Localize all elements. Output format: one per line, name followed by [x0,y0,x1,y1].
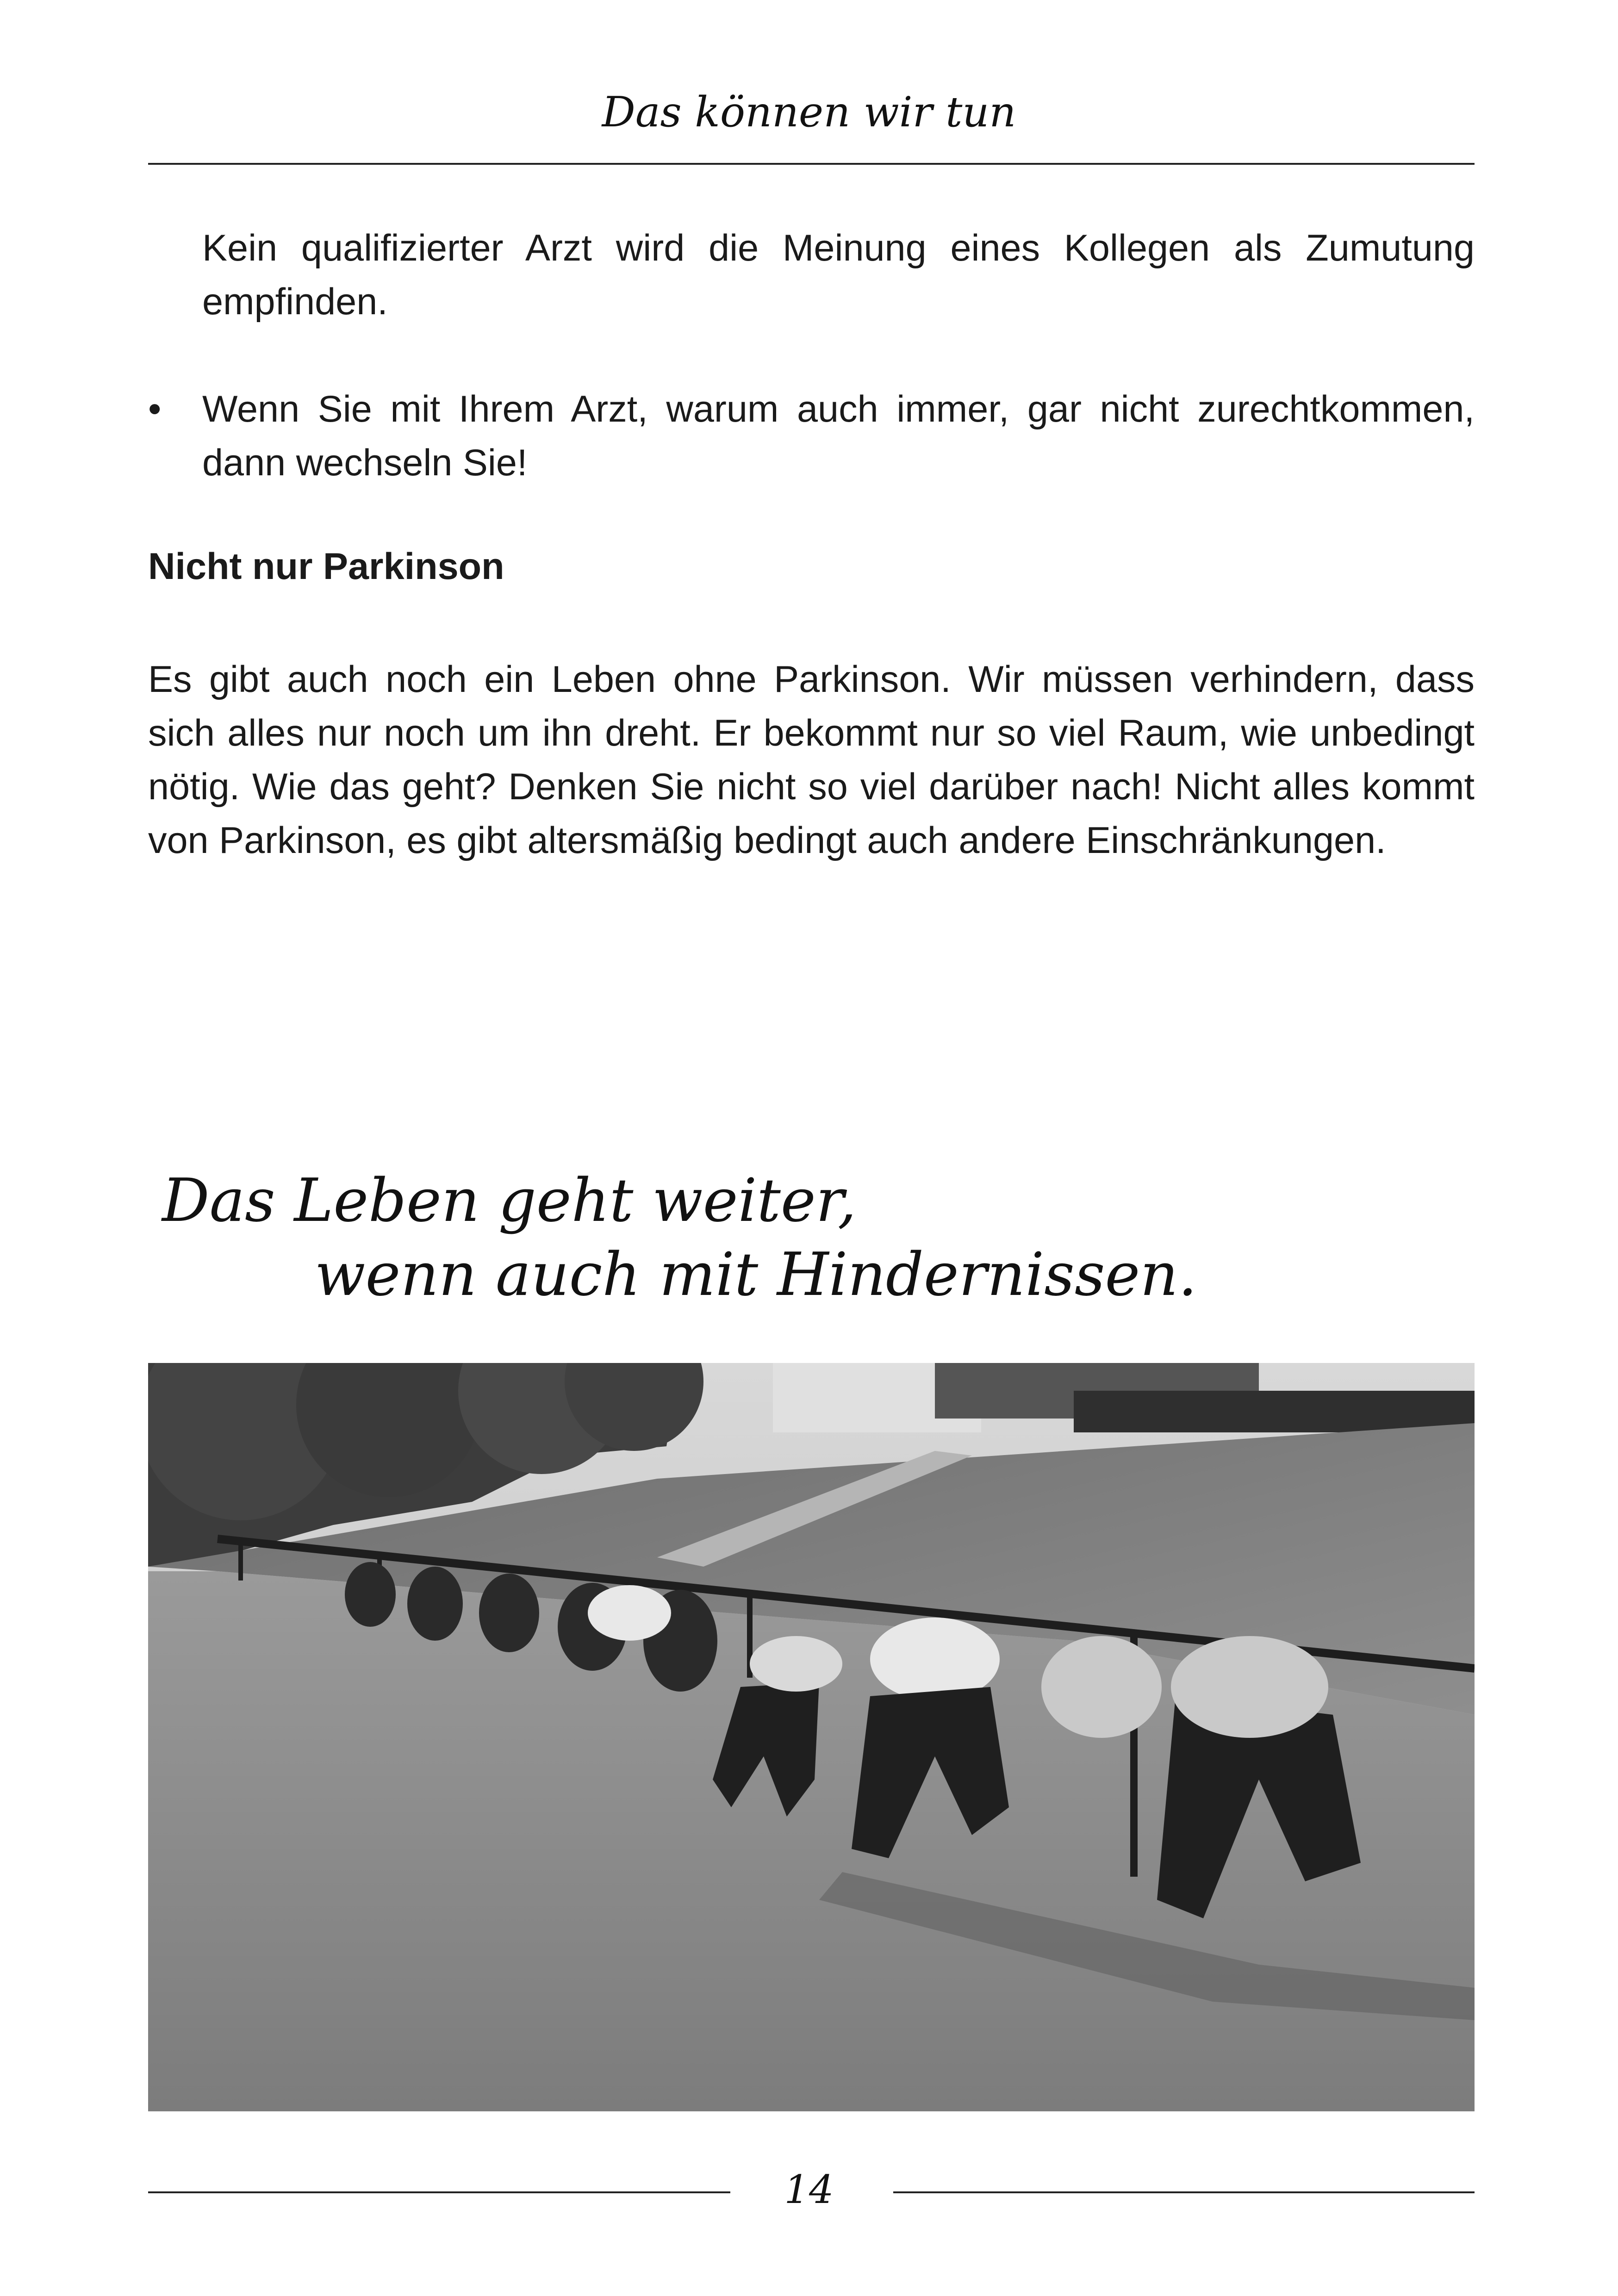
section-heading: Nicht nur Parkinson [148,546,504,587]
quote-line-2: wenn auch mit Hindernissen. [315,1240,1197,1309]
header-rule [148,163,1475,165]
paragraph-continued: Kein qualifizierter Arzt wird die Meinung eines Kollegen als Zumutung empfinden. [202,227,1475,323]
footer-rule-right [893,2191,1475,2193]
photo-group-exercise [148,1363,1475,2111]
footer-rule-left [148,2191,730,2193]
running-header-title: Das können wir tun [602,88,1016,137]
bullet-symbol: • [148,388,162,430]
bullet-item-text: Wenn Sie mit Ihrem Arzt, warum auch immer, gar nicht zurechtkommen, dann wechseln Sie! [202,388,1475,484]
quote-line-1: Das Leben geht weiter, [162,1166,857,1235]
page-number: 14 [784,2167,834,2212]
section-paragraph: Es gibt auch noch ein Leben ohne Parkinson. Wir müssen verhindern, dass sich alles nur noch um ihn dreht. Er bekommt nur so viel Raum, wie unbedingt nötig. Wie das geht? Denken Sie nicht so viel darüber nach! Nicht alles kommt von Parkinson, es gibt altersmäßig bedingt auch andere Einschränkungen. [148,659,1475,861]
